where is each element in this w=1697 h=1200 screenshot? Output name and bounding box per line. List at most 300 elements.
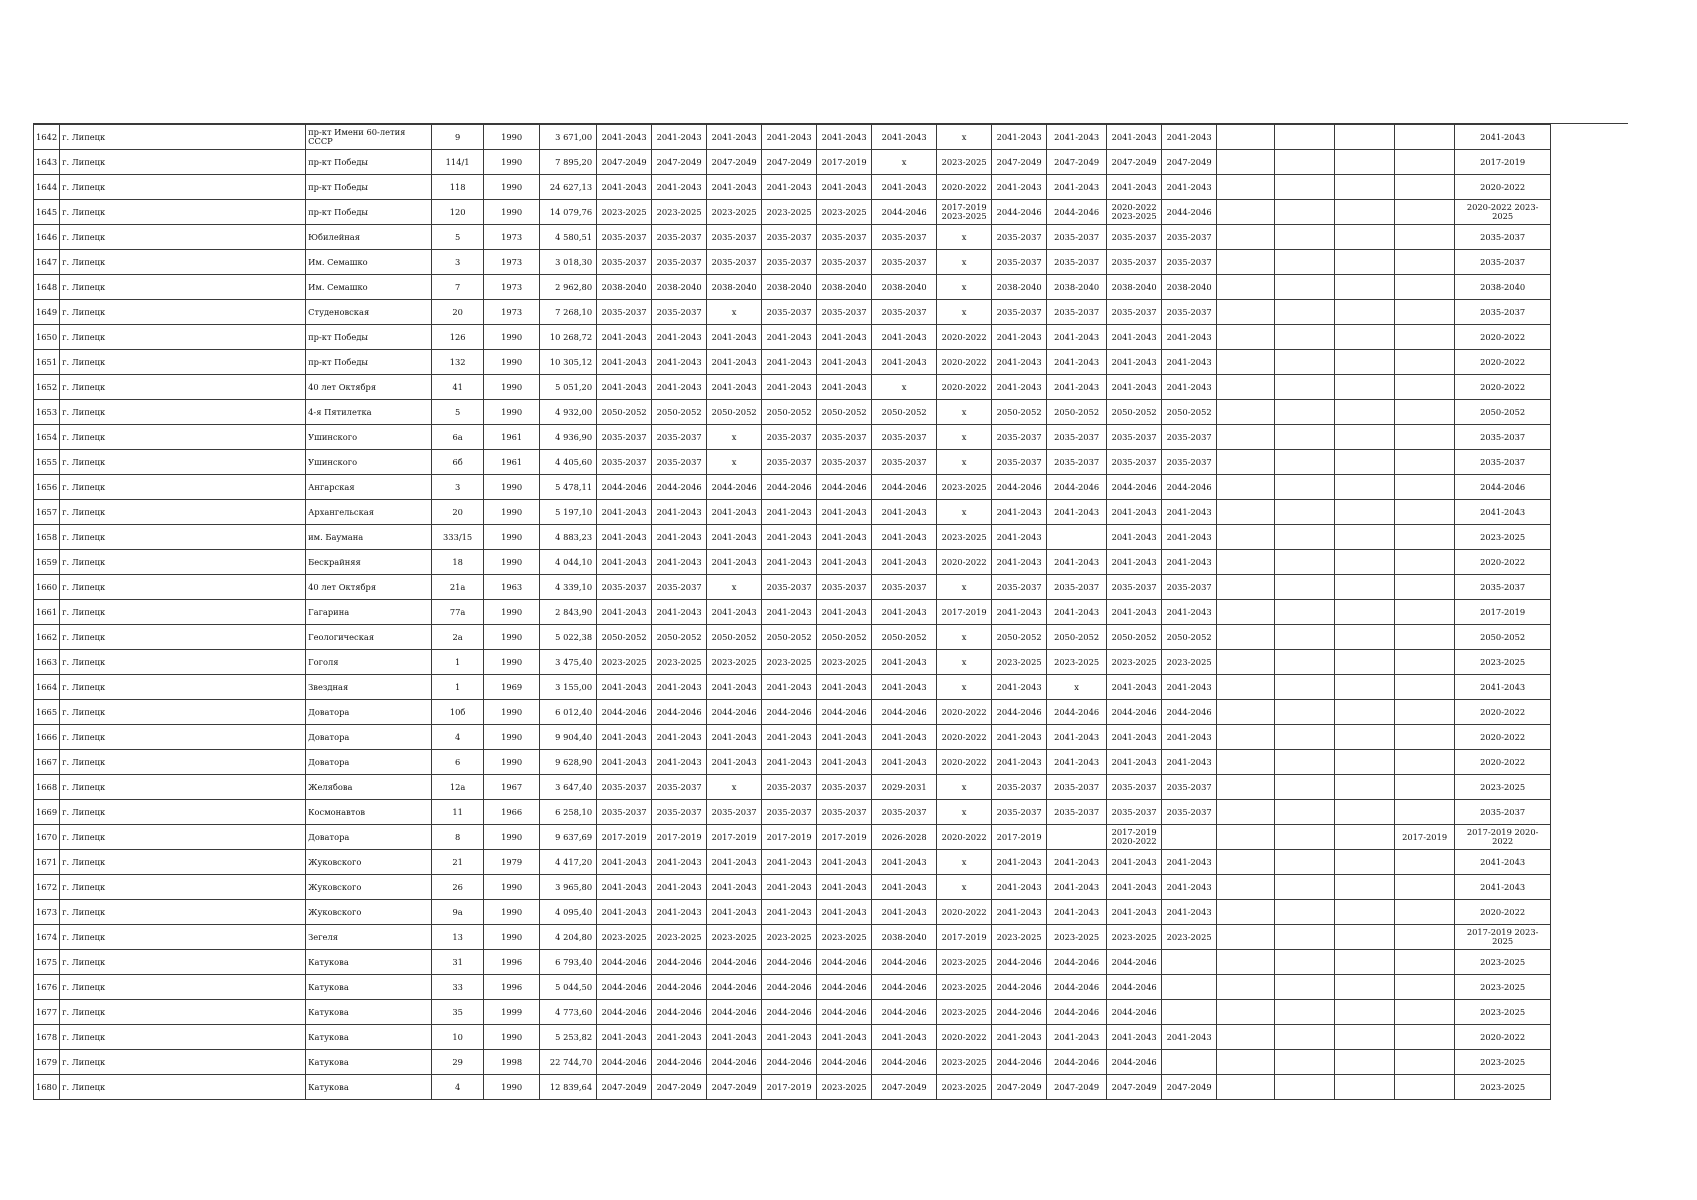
cell-period-9: 2035-2037 bbox=[1047, 775, 1107, 800]
cell-period-2: 2035-2037 bbox=[652, 775, 707, 800]
cell-house-number: 20 bbox=[432, 500, 484, 525]
cell-period-4: 2041-2043 bbox=[762, 850, 817, 875]
cell-period-13 bbox=[1275, 725, 1335, 750]
cell-street: пр-кт Имени 60-летия СССР bbox=[306, 125, 432, 150]
cell-area: 3 018,30 bbox=[540, 250, 597, 275]
cell-row-number: 1666 bbox=[34, 725, 60, 750]
cell-period-14 bbox=[1335, 725, 1395, 750]
cell-period-9: 2044-2046 bbox=[1047, 975, 1107, 1000]
cell-period-14 bbox=[1335, 475, 1395, 500]
cell-period-8: 2035-2037 bbox=[992, 775, 1047, 800]
cell-period-6: 2038-2040 bbox=[872, 275, 937, 300]
cell-period-11: 2035-2037 bbox=[1162, 775, 1217, 800]
cell-period-15 bbox=[1395, 775, 1455, 800]
cell-street: им. Баумана bbox=[306, 525, 432, 550]
cell-build-year: 1990 bbox=[484, 650, 540, 675]
cell-period-4: 2041-2043 bbox=[762, 750, 817, 775]
cell-street: пр-кт Победы bbox=[306, 175, 432, 200]
cell-city: г. Липецк bbox=[60, 1025, 306, 1050]
cell-period-3: 2035-2037 bbox=[707, 225, 762, 250]
cell-area: 3 965,80 bbox=[540, 875, 597, 900]
cell-period-8: 2041-2043 bbox=[992, 500, 1047, 525]
cell-period-4: 2044-2046 bbox=[762, 1050, 817, 1075]
cell-final-period: 2041-2043 bbox=[1455, 875, 1551, 900]
cell-city: г. Липецк bbox=[60, 275, 306, 300]
cell-street: Ушинского bbox=[306, 450, 432, 475]
cell-period-2: 2044-2046 bbox=[652, 700, 707, 725]
cell-period-15 bbox=[1395, 975, 1455, 1000]
cell-period-9: 2041-2043 bbox=[1047, 125, 1107, 150]
cell-period-13 bbox=[1275, 175, 1335, 200]
cell-period-11: 2041-2043 bbox=[1162, 325, 1217, 350]
cell-period-9: х bbox=[1047, 675, 1107, 700]
cell-period-12 bbox=[1217, 500, 1275, 525]
cell-build-year: 1973 bbox=[484, 275, 540, 300]
cell-period-14 bbox=[1335, 500, 1395, 525]
cell-period-1: 2041-2043 bbox=[597, 850, 652, 875]
cell-final-period: 2050-2052 bbox=[1455, 400, 1551, 425]
cell-period-12 bbox=[1217, 575, 1275, 600]
cell-period-2: 2041-2043 bbox=[652, 850, 707, 875]
cell-period-15 bbox=[1395, 475, 1455, 500]
cell-period-1: 2041-2043 bbox=[597, 1025, 652, 1050]
cell-period-4: 2017-2019 bbox=[762, 1075, 817, 1100]
cell-build-year: 1990 bbox=[484, 1025, 540, 1050]
cell-period-10: 2041-2043 bbox=[1107, 675, 1162, 700]
cell-period-3: 2041-2043 bbox=[707, 175, 762, 200]
cell-period-7: 2020-2022 bbox=[937, 350, 992, 375]
cell-house-number: 5 bbox=[432, 400, 484, 425]
cell-final-period: 2041-2043 bbox=[1455, 125, 1551, 150]
cell-city: г. Липецк bbox=[60, 950, 306, 975]
cell-build-year: 1990 bbox=[484, 125, 540, 150]
cell-period-13 bbox=[1275, 425, 1335, 450]
cell-period-15 bbox=[1395, 375, 1455, 400]
cell-period-8: 2044-2046 bbox=[992, 200, 1047, 225]
cell-period-13 bbox=[1275, 450, 1335, 475]
cell-build-year: 1990 bbox=[484, 400, 540, 425]
cell-row-number: 1670 bbox=[34, 825, 60, 850]
cell-period-13 bbox=[1275, 775, 1335, 800]
cell-period-8: 2041-2043 bbox=[992, 350, 1047, 375]
cell-period-5: 2041-2043 bbox=[817, 850, 872, 875]
cell-period-7: х bbox=[937, 875, 992, 900]
cell-period-9: 2038-2040 bbox=[1047, 275, 1107, 300]
cell-period-3: 2041-2043 bbox=[707, 725, 762, 750]
cell-row-number: 1655 bbox=[34, 450, 60, 475]
cell-period-6: 2035-2037 bbox=[872, 575, 937, 600]
cell-period-12 bbox=[1217, 375, 1275, 400]
cell-period-7: х bbox=[937, 850, 992, 875]
cell-city: г. Липецк bbox=[60, 425, 306, 450]
cell-period-4: 2041-2043 bbox=[762, 900, 817, 925]
cell-period-5: 2023-2025 bbox=[817, 1075, 872, 1100]
cell-build-year: 1990 bbox=[484, 925, 540, 950]
cell-area: 5 044,50 bbox=[540, 975, 597, 1000]
cell-house-number: 11 bbox=[432, 800, 484, 825]
cell-build-year: 1973 bbox=[484, 225, 540, 250]
cell-area: 4 936,90 bbox=[540, 425, 597, 450]
cell-build-year: 1966 bbox=[484, 800, 540, 825]
cell-period-10: 2041-2043 bbox=[1107, 600, 1162, 625]
cell-period-13 bbox=[1275, 1000, 1335, 1025]
cell-final-period: 2017-2019 2020-2022 bbox=[1455, 825, 1551, 850]
cell-period-13 bbox=[1275, 275, 1335, 300]
cell-period-4: 2023-2025 bbox=[762, 200, 817, 225]
cell-period-5: 2041-2043 bbox=[817, 175, 872, 200]
cell-period-8: 2035-2037 bbox=[992, 225, 1047, 250]
cell-period-6: 2044-2046 bbox=[872, 700, 937, 725]
cell-period-1: 2041-2043 bbox=[597, 500, 652, 525]
cell-build-year: 1996 bbox=[484, 950, 540, 975]
cell-period-5: 2044-2046 bbox=[817, 1000, 872, 1025]
table-row bbox=[34, 675, 1551, 700]
cell-period-7: 2023-2025 bbox=[937, 1050, 992, 1075]
cell-period-10: 2041-2043 bbox=[1107, 525, 1162, 550]
cell-row-number: 1644 bbox=[34, 175, 60, 200]
cell-period-9: 2050-2052 bbox=[1047, 400, 1107, 425]
cell-period-7: х bbox=[937, 400, 992, 425]
cell-period-15 bbox=[1395, 800, 1455, 825]
cell-period-13 bbox=[1275, 900, 1335, 925]
cell-house-number: 6а bbox=[432, 425, 484, 450]
cell-period-11: 2050-2052 bbox=[1162, 625, 1217, 650]
cell-period-7: 2020-2022 bbox=[937, 175, 992, 200]
cell-period-12 bbox=[1217, 125, 1275, 150]
cell-row-number: 1646 bbox=[34, 225, 60, 250]
cell-period-14 bbox=[1335, 550, 1395, 575]
cell-area: 5 478,11 bbox=[540, 475, 597, 500]
cell-period-4: 2041-2043 bbox=[762, 675, 817, 700]
cell-period-6: 2041-2043 bbox=[872, 525, 937, 550]
cell-period-5: 2017-2019 bbox=[817, 825, 872, 850]
cell-street: пр-кт Победы bbox=[306, 325, 432, 350]
cell-final-period: 2023-2025 bbox=[1455, 1000, 1551, 1025]
cell-period-15 bbox=[1395, 400, 1455, 425]
cell-period-13 bbox=[1275, 625, 1335, 650]
table-row bbox=[34, 925, 1551, 950]
cell-period-15 bbox=[1395, 450, 1455, 475]
cell-final-period: 2035-2037 bbox=[1455, 250, 1551, 275]
cell-street: Катукова bbox=[306, 1075, 432, 1100]
cell-period-8: 2041-2043 bbox=[992, 375, 1047, 400]
cell-city: г. Липецк bbox=[60, 1000, 306, 1025]
cell-period-8: 2023-2025 bbox=[992, 925, 1047, 950]
cell-period-6: 2044-2046 bbox=[872, 1050, 937, 1075]
table-row bbox=[34, 550, 1551, 575]
cell-period-2: 2023-2025 bbox=[652, 200, 707, 225]
cell-period-5: 2035-2037 bbox=[817, 800, 872, 825]
table-row bbox=[34, 600, 1551, 625]
cell-row-number: 1645 bbox=[34, 200, 60, 225]
cell-period-3: 2038-2040 bbox=[707, 275, 762, 300]
cell-final-period: 2023-2025 bbox=[1455, 525, 1551, 550]
cell-period-7: х bbox=[937, 275, 992, 300]
cell-street: Жуковского bbox=[306, 850, 432, 875]
cell-period-12 bbox=[1217, 1025, 1275, 1050]
cell-period-2: 2041-2043 bbox=[652, 600, 707, 625]
cell-period-8: 2041-2043 bbox=[992, 525, 1047, 550]
cell-house-number: 1 bbox=[432, 675, 484, 700]
cell-house-number: 10б bbox=[432, 700, 484, 725]
cell-street: 40 лет Октября bbox=[306, 575, 432, 600]
cell-period-11: 2041-2043 bbox=[1162, 875, 1217, 900]
cell-period-15 bbox=[1395, 700, 1455, 725]
cell-period-13 bbox=[1275, 800, 1335, 825]
cell-period-12 bbox=[1217, 300, 1275, 325]
cell-period-7: 2023-2025 bbox=[937, 475, 992, 500]
cell-row-number: 1649 bbox=[34, 300, 60, 325]
cell-period-14 bbox=[1335, 175, 1395, 200]
cell-period-8: 2041-2043 bbox=[992, 900, 1047, 925]
cell-period-8: 2050-2052 bbox=[992, 625, 1047, 650]
cell-build-year: 1990 bbox=[484, 600, 540, 625]
cell-period-13 bbox=[1275, 1050, 1335, 1075]
cell-street: Им. Семашко bbox=[306, 250, 432, 275]
cell-period-8: 2044-2046 bbox=[992, 475, 1047, 500]
cell-period-9: 2044-2046 bbox=[1047, 1000, 1107, 1025]
cell-period-12 bbox=[1217, 225, 1275, 250]
cell-period-4: 2041-2043 bbox=[762, 600, 817, 625]
cell-period-11: 2023-2025 bbox=[1162, 925, 1217, 950]
cell-period-9: 2035-2037 bbox=[1047, 800, 1107, 825]
cell-period-7: х bbox=[937, 250, 992, 275]
cell-period-14 bbox=[1335, 150, 1395, 175]
cell-period-5: 2035-2037 bbox=[817, 250, 872, 275]
cell-period-3: 2044-2046 bbox=[707, 475, 762, 500]
cell-period-4: 2044-2046 bbox=[762, 700, 817, 725]
cell-period-14 bbox=[1335, 850, 1395, 875]
cell-row-number: 1647 bbox=[34, 250, 60, 275]
cell-period-10: 2020-2022 2023-2025 bbox=[1107, 200, 1162, 225]
cell-house-number: 126 bbox=[432, 325, 484, 350]
cell-final-period: 2017-2019 bbox=[1455, 150, 1551, 175]
cell-period-14 bbox=[1335, 900, 1395, 925]
cell-period-8: 2035-2037 bbox=[992, 425, 1047, 450]
table-row bbox=[34, 700, 1551, 725]
table-row bbox=[34, 750, 1551, 775]
cell-period-10: 2035-2037 bbox=[1107, 575, 1162, 600]
cell-area: 7 268,10 bbox=[540, 300, 597, 325]
cell-period-6: 2050-2052 bbox=[872, 625, 937, 650]
cell-period-2: 2041-2043 bbox=[652, 350, 707, 375]
cell-period-6: 2041-2043 bbox=[872, 650, 937, 675]
cell-period-8: 2041-2043 bbox=[992, 175, 1047, 200]
cell-period-7: 2020-2022 bbox=[937, 325, 992, 350]
cell-period-6: 2041-2043 bbox=[872, 175, 937, 200]
cell-period-10: 2041-2043 bbox=[1107, 1025, 1162, 1050]
cell-period-5: 2035-2037 bbox=[817, 425, 872, 450]
table-row bbox=[34, 775, 1551, 800]
cell-period-4: 2041-2043 bbox=[762, 725, 817, 750]
cell-street: Гагарина bbox=[306, 600, 432, 625]
cell-period-1: 2041-2043 bbox=[597, 725, 652, 750]
cell-period-8: 2035-2037 bbox=[992, 575, 1047, 600]
cell-period-1: 2041-2043 bbox=[597, 125, 652, 150]
cell-period-13 bbox=[1275, 550, 1335, 575]
cell-period-3: 2050-2052 bbox=[707, 400, 762, 425]
cell-period-1: 2044-2046 bbox=[597, 475, 652, 500]
cell-period-1: 2041-2043 bbox=[597, 900, 652, 925]
table-row bbox=[34, 175, 1551, 200]
cell-period-2: 2017-2019 bbox=[652, 825, 707, 850]
cell-house-number: 7 bbox=[432, 275, 484, 300]
table-row bbox=[34, 950, 1551, 975]
cell-period-11: 2050-2052 bbox=[1162, 400, 1217, 425]
cell-period-5: 2023-2025 bbox=[817, 650, 872, 675]
cell-period-5: 2050-2052 bbox=[817, 400, 872, 425]
cell-period-5: 2035-2037 bbox=[817, 300, 872, 325]
cell-area: 3 155,00 bbox=[540, 675, 597, 700]
cell-period-6: 2035-2037 bbox=[872, 425, 937, 450]
cell-period-5: 2041-2043 bbox=[817, 900, 872, 925]
cell-row-number: 1650 bbox=[34, 325, 60, 350]
cell-period-8: 2041-2043 bbox=[992, 875, 1047, 900]
cell-period-15 bbox=[1395, 650, 1455, 675]
cell-period-1: 2023-2025 bbox=[597, 650, 652, 675]
cell-period-7: 2020-2022 bbox=[937, 825, 992, 850]
cell-period-15 bbox=[1395, 625, 1455, 650]
cell-period-13 bbox=[1275, 925, 1335, 950]
cell-period-12 bbox=[1217, 350, 1275, 375]
cell-final-period: 2035-2037 bbox=[1455, 450, 1551, 475]
cell-period-6: 2041-2043 bbox=[872, 325, 937, 350]
cell-period-6: 2041-2043 bbox=[872, 900, 937, 925]
cell-final-period: 2035-2037 bbox=[1455, 800, 1551, 825]
cell-period-4: 2050-2052 bbox=[762, 400, 817, 425]
cell-period-2: 2035-2037 bbox=[652, 425, 707, 450]
cell-period-11: 2047-2049 bbox=[1162, 150, 1217, 175]
table-row bbox=[34, 450, 1551, 475]
cell-period-14 bbox=[1335, 1000, 1395, 1025]
cell-build-year: 1990 bbox=[484, 700, 540, 725]
cell-row-number: 1663 bbox=[34, 650, 60, 675]
cell-period-5: 2041-2043 bbox=[817, 875, 872, 900]
cell-house-number: 114/1 bbox=[432, 150, 484, 175]
cell-period-3: 2041-2043 bbox=[707, 375, 762, 400]
cell-period-9: 2041-2043 bbox=[1047, 1025, 1107, 1050]
cell-period-7: 2023-2025 bbox=[937, 150, 992, 175]
cell-period-6: 2044-2046 bbox=[872, 475, 937, 500]
cell-final-period: 2035-2037 bbox=[1455, 300, 1551, 325]
cell-period-15 bbox=[1395, 275, 1455, 300]
cell-city: г. Липецк bbox=[60, 550, 306, 575]
cell-period-8: 2035-2037 bbox=[992, 800, 1047, 825]
cell-period-10: 2041-2043 bbox=[1107, 850, 1162, 875]
cell-period-2: 2041-2043 bbox=[652, 125, 707, 150]
cell-period-5: 2041-2043 bbox=[817, 375, 872, 400]
table-row bbox=[34, 650, 1551, 675]
cell-period-11: 2041-2043 bbox=[1162, 900, 1217, 925]
table-row bbox=[34, 875, 1551, 900]
cell-period-8: 2041-2043 bbox=[992, 1025, 1047, 1050]
cell-area: 9 637,69 bbox=[540, 825, 597, 850]
cell-period-3: 2044-2046 bbox=[707, 1050, 762, 1075]
cell-street: пр-кт Победы bbox=[306, 350, 432, 375]
cell-period-1: 2044-2046 bbox=[597, 950, 652, 975]
cell-period-14 bbox=[1335, 700, 1395, 725]
cell-area: 24 627,13 bbox=[540, 175, 597, 200]
cell-period-5: 2041-2043 bbox=[817, 675, 872, 700]
cell-period-3: 2044-2046 bbox=[707, 1000, 762, 1025]
cell-build-year: 1967 bbox=[484, 775, 540, 800]
cell-period-15 bbox=[1395, 125, 1455, 150]
cell-house-number: 333/15 bbox=[432, 525, 484, 550]
cell-street: пр-кт Победы bbox=[306, 150, 432, 175]
cell-street: Доватора bbox=[306, 825, 432, 850]
cell-period-6: 2041-2043 bbox=[872, 675, 937, 700]
cell-period-12 bbox=[1217, 1075, 1275, 1100]
cell-period-12 bbox=[1217, 625, 1275, 650]
cell-area: 3 647,40 bbox=[540, 775, 597, 800]
cell-period-8: 2044-2046 bbox=[992, 700, 1047, 725]
table-row bbox=[34, 975, 1551, 1000]
cell-period-9: 2035-2037 bbox=[1047, 575, 1107, 600]
cell-street: 40 лет Октября bbox=[306, 375, 432, 400]
cell-street: Ангарская bbox=[306, 475, 432, 500]
cell-street: Катукова bbox=[306, 1025, 432, 1050]
cell-period-6: 2041-2043 bbox=[872, 750, 937, 775]
cell-period-10: 2035-2037 bbox=[1107, 800, 1162, 825]
cell-period-14 bbox=[1335, 125, 1395, 150]
cell-row-number: 1662 bbox=[34, 625, 60, 650]
cell-period-7: х bbox=[937, 775, 992, 800]
cell-period-3: 2041-2043 bbox=[707, 325, 762, 350]
cell-period-1: 2017-2019 bbox=[597, 825, 652, 850]
cell-area: 4 932,00 bbox=[540, 400, 597, 425]
cell-period-6: 2044-2046 bbox=[872, 200, 937, 225]
cell-period-5: 2023-2025 bbox=[817, 200, 872, 225]
cell-period-2: 2023-2025 bbox=[652, 650, 707, 675]
cell-period-10: 2041-2043 bbox=[1107, 175, 1162, 200]
cell-period-15 bbox=[1395, 175, 1455, 200]
cell-period-3: х bbox=[707, 300, 762, 325]
cell-row-number: 1678 bbox=[34, 1025, 60, 1050]
cell-period-12 bbox=[1217, 700, 1275, 725]
cell-period-4: 2044-2046 bbox=[762, 950, 817, 975]
cell-period-3: 2041-2043 bbox=[707, 900, 762, 925]
cell-period-4: 2023-2025 bbox=[762, 650, 817, 675]
cell-area: 22 744,70 bbox=[540, 1050, 597, 1075]
cell-area: 4 405,60 bbox=[540, 450, 597, 475]
cell-period-1: 2035-2037 bbox=[597, 450, 652, 475]
cell-period-7: 2020-2022 bbox=[937, 700, 992, 725]
cell-period-7: х bbox=[937, 425, 992, 450]
cell-house-number: 20 bbox=[432, 300, 484, 325]
cell-period-10: 2035-2037 bbox=[1107, 250, 1162, 275]
cell-build-year: 1990 bbox=[484, 350, 540, 375]
cell-row-number: 1657 bbox=[34, 500, 60, 525]
cell-build-year: 1990 bbox=[484, 900, 540, 925]
cell-period-8: 2044-2046 bbox=[992, 975, 1047, 1000]
cell-period-14 bbox=[1335, 875, 1395, 900]
cell-period-1: 2035-2037 bbox=[597, 575, 652, 600]
table-row bbox=[34, 400, 1551, 425]
cell-period-14 bbox=[1335, 425, 1395, 450]
cell-city: г. Липецк bbox=[60, 325, 306, 350]
cell-period-10: 2050-2052 bbox=[1107, 400, 1162, 425]
cell-period-15 bbox=[1395, 575, 1455, 600]
cell-period-5: 2044-2046 bbox=[817, 1050, 872, 1075]
cell-period-8: 2041-2043 bbox=[992, 750, 1047, 775]
cell-period-11: 2041-2043 bbox=[1162, 125, 1217, 150]
cell-house-number: 4 bbox=[432, 725, 484, 750]
cell-period-1: 2035-2037 bbox=[597, 425, 652, 450]
cell-period-6: 2038-2040 bbox=[872, 925, 937, 950]
cell-period-13 bbox=[1275, 375, 1335, 400]
table-row bbox=[34, 1000, 1551, 1025]
cell-period-7: х bbox=[937, 500, 992, 525]
